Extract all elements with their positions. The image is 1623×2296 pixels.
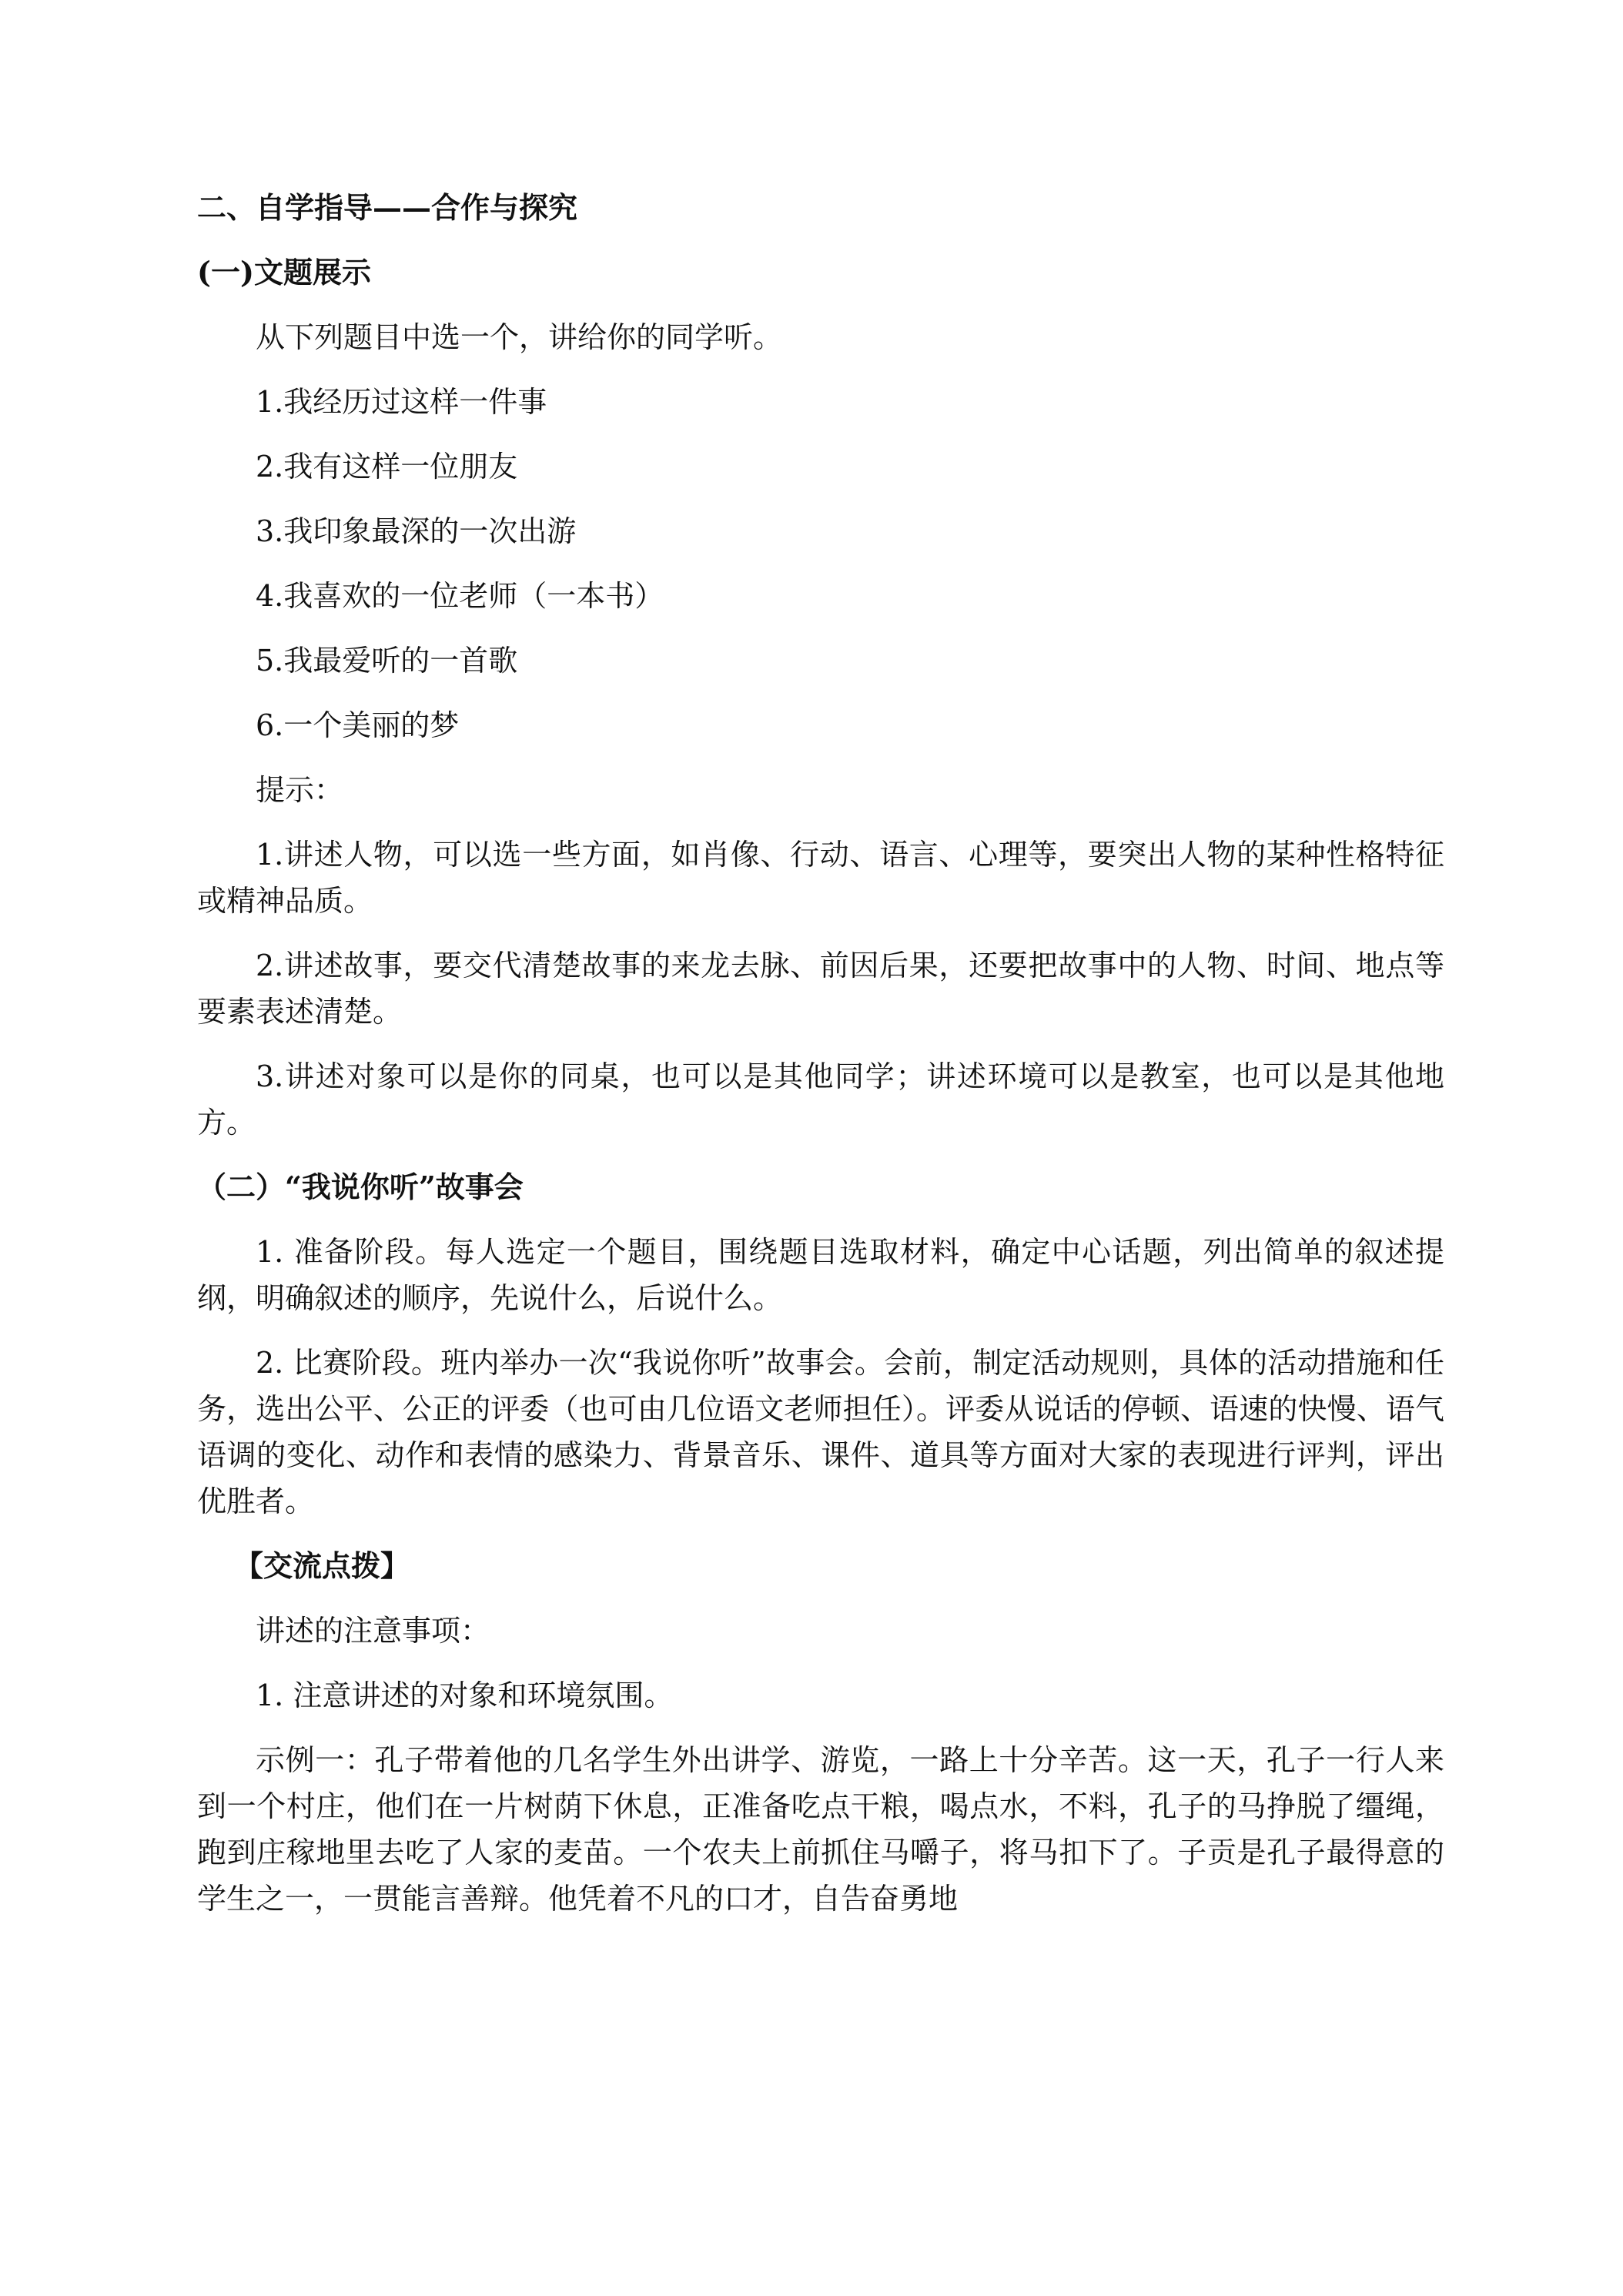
subsection-title-2: （二）“我说你听”故事会 — [197, 1170, 524, 1204]
topic-item: 3.我印象最深的一次出游 — [256, 514, 577, 548]
document-page — [197, 185, 1444, 1922]
tips-label: 提示： — [256, 773, 344, 807]
topic-item: 1.我经历过这样一件事 — [256, 385, 547, 419]
topic-item: 6.一个美丽的梦 — [256, 708, 460, 742]
tip-item: 1.讲述人物，可以选一些方面，如肖像、行动、语言、心理等，要突出人物的某种性格特征或精神品质。 — [197, 838, 1444, 918]
topic-item: 4.我喜欢的一位老师（一本书） — [256, 579, 664, 613]
topic-item: 2.我有这样一位朋友 — [256, 450, 518, 484]
step-item: 1. 准备阶段。每人选定一个题目，围绕题目选取材料，确定中心话题，列出简单的叙述提纲，明确叙述的顺序，先说什么，后说什么。 — [197, 1235, 1444, 1315]
step-item: 2. 比赛阶段。班内举办一次“我说你听”故事会。会前，制定活动规则，具体的活动措施和任务，选出公平、公正的评委（也可由几位语文老师担任）。评委从说话的停顿、语速的快慢、语气语调的变化、动作和表情的感染力、背景音乐、课件、道具等方面对大家的表现进行评判，评出优胜者。 — [197, 1346, 1444, 1518]
note-point: 1. 注意讲述的对象和环境氛围。 — [256, 1678, 674, 1712]
notes-label: 讲述的注意事项： — [256, 1614, 490, 1648]
topic-item: 5.我最爱听的一首歌 — [256, 644, 518, 678]
section-title: 二、自学指导——合作与探究 — [197, 190, 578, 225]
tip-item: 3.讲述对象可以是你的同桌，也可以是其他同学；讲述环境可以是教室，也可以是其他地方。 — [197, 1059, 1444, 1140]
subsection-title-1: (一)文题展示 — [197, 255, 371, 290]
tip-item: 2.讲述故事，要交代清楚故事的来龙去脉、前因后果，还要把故事中的人物、时间、地点等要素表述清楚。 — [197, 949, 1444, 1029]
topics-intro: 从下列题目中选一个，讲给你的同学听。 — [256, 320, 783, 354]
example-paragraph: 示例一：孔子带着他的几名学生外出讲学、游览，一路上十分辛苦。这一天，孔子一行人来到一个村庄，他们在一片树荫下休息，正准备吃点干粮，喝点水，不料，孔子的马挣脱了缰绳，跑到庄稼地里去吃了人家的麦苗。一个农夫上前抓住马嚼子，将马扣下了。子贡是孔子最得意的学生之一，一贯能言善辩。他凭着不凡的口才，自告奋勇地 — [197, 1743, 1444, 1916]
exchange-title: 【交流点拨】 — [234, 1548, 410, 1583]
